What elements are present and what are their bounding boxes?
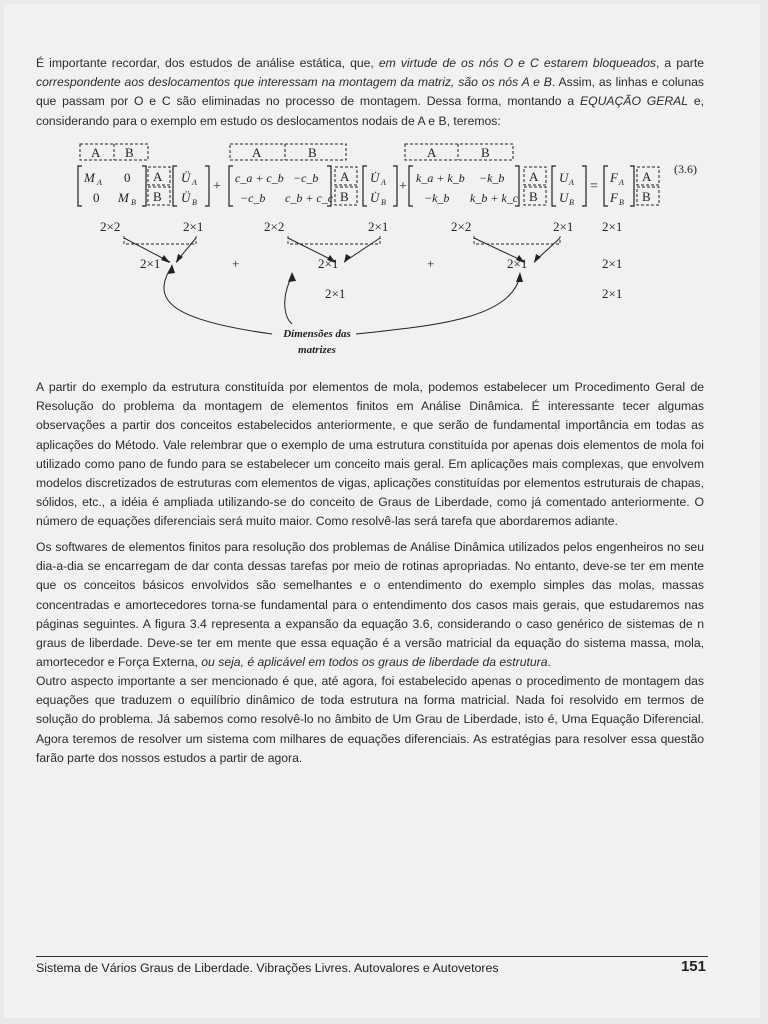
svg-text:+: + bbox=[213, 179, 221, 194]
disp-b: U bbox=[559, 190, 569, 205]
svg-text:A: A bbox=[381, 178, 386, 187]
paragraph-software: Os softwares de elementos finitos para resolução dos problemas de Análise Dinâmica utilizados pelos engenheiros no seu dia-a-dia se encarregam de dar conta dessas tarefas por meio de rotinas apropriadas. No entanto, deve-se ter em mente que os conceitos básicos envolvidos são semelhantes e o entendimento do exemplo simples das molas, massas concentradas e amortecedores torna-se fundamental para o entendimento dos casos mais gerais, que estudaremos nas páginas seguintes. A figura 3.4 representa a expansão da equação 3.6, considerando o caso genérico de sistemas de n graus de liberdade. Deve-se ter em mente que essa equação é a versão matricial da equação do sistema massa, mola, amortecedor e Força Externa, ou seja, é aplicável em todos os graus de liberdade da estrutura. bbox=[36, 540, 704, 670]
dim-damping: 2×2 bbox=[264, 219, 285, 234]
svg-text:B: B bbox=[153, 189, 162, 204]
svg-text:A: A bbox=[97, 178, 102, 187]
svg-text:+: + bbox=[427, 256, 435, 271]
dim-product-1: 2×1 bbox=[140, 256, 161, 271]
svg-text:B: B bbox=[642, 189, 651, 204]
node-a-label: A bbox=[91, 145, 101, 160]
stiffness-11: k_a + k_b bbox=[416, 171, 465, 185]
force-a: F bbox=[610, 170, 618, 185]
paragraph-intro: É importante recordar, dos estudos de análise estática, que, em virtude de os nós O e C estarem bloqueados, a parte correspondente aos deslocamentos que interessam na montagem da matriz, são os nós A e B. Assim, as linhas e colunas que passam por O e C são eliminadas no processo de montagem. Dessa forma, montando a EQUAÇÃO GERAL e, considerando para o exemplo em estudo os deslocamentos nodais de A e B, teremos: bbox=[36, 56, 705, 128]
damping-11: c_a + c_b bbox=[235, 171, 284, 185]
mass-a: M bbox=[84, 170, 95, 185]
stiffness-21: −k_b bbox=[424, 191, 450, 205]
svg-text:B: B bbox=[340, 189, 349, 204]
svg-text:B: B bbox=[192, 198, 197, 207]
svg-text:B: B bbox=[381, 198, 386, 207]
svg-text:+: + bbox=[232, 256, 240, 271]
footer-chapter-title: Sistema de Vários Graus de Liberdade. Vibrações Livres. Autovalores e Autovetores bbox=[36, 961, 499, 975]
node-a-label: A bbox=[252, 145, 262, 160]
dim-rhs-1: 2×1 bbox=[602, 256, 623, 271]
dimensions-label-2: matrizes bbox=[298, 344, 336, 356]
svg-text:A: A bbox=[529, 169, 539, 184]
equation-number: (3.6) bbox=[674, 162, 697, 176]
paragraph-next-steps: Outro aspecto importante a ser mencionado é que, até agora, foi estabelecido apenas o procedimento de montagem das equações que traduzem o equilíbrio dinâmico de toda estrutura na forma matricial. Nada foi resolvido em termos de solução do problema. Já sabemos como resolvê-lo no âmbito de Um Grau de Liberdade, isto é, Uma Equação Diferencial. Agora teremos de resolver um sistema com milhares de equações diferenciais. As estratégias para resolver essa questão farão parte dos nossos estudos a partir de agora. bbox=[36, 674, 704, 765]
svg-text:A: A bbox=[153, 169, 163, 184]
mass-b: M bbox=[118, 190, 129, 205]
stiffness-12: −k_b bbox=[479, 171, 505, 185]
dim-disp: 2×1 bbox=[553, 219, 574, 234]
footer-divider bbox=[36, 956, 708, 957]
svg-text:B: B bbox=[619, 198, 624, 207]
svg-text:A: A bbox=[192, 178, 197, 187]
svg-text:B: B bbox=[131, 198, 136, 207]
zero: 0 bbox=[124, 170, 131, 185]
dim-rhs-2: 2×1 bbox=[602, 286, 623, 301]
stiffness-22: k_b + k_c bbox=[470, 191, 519, 205]
dim-stiffness: 2×2 bbox=[451, 219, 472, 234]
velocity-b: U̇ bbox=[370, 190, 380, 205]
dim-product-3: 2×1 bbox=[507, 256, 528, 271]
svg-text:=: = bbox=[590, 179, 598, 194]
damping-12: −c_b bbox=[293, 171, 319, 185]
node-b-label: B bbox=[125, 145, 134, 160]
damping-21: −c_b bbox=[240, 191, 266, 205]
dim-product-2: 2×1 bbox=[318, 256, 339, 271]
velocity-a: U̇ bbox=[370, 170, 380, 185]
dim-force: 2×1 bbox=[602, 219, 623, 234]
svg-text:B: B bbox=[569, 198, 574, 207]
node-b-label: B bbox=[308, 145, 317, 160]
svg-text:A: A bbox=[642, 169, 652, 184]
svg-text:B: B bbox=[529, 189, 538, 204]
page-number: 151 bbox=[680, 958, 706, 975]
accel-b: Ü bbox=[181, 190, 191, 205]
paragraph-general-procedure: A partir do exemplo da estrutura constituída por elementos de mola, podemos estabelecer um Procedimento Geral de Resolução do problema da montagem de elementos finitos em Análise Dinâmica. É interessante tecer algumas observações a partir dos conceitos estabelecidos anteriormente, e que serão de fundamental importância em todas as aplicações do Método. Vale relembrar que o exemplo de uma estrutura constituída por apenas dois elementos de mola foi utilizado como pano de fundo para se estabelecer um conceito mais geral. Em aplicações mais complexas, que envolvem modelos discretizados de estruturas com elementos de vigas, aplicações constituídas por elementos estruturais de chapas, sólidos, etc., a idéia é ampliada utilizando-se do conceito de Graus de Liberdade, como já comentado anteriormente. O número de equações diferenciais será muito maior. Como resolvê-las será tarefa que abordaremos adiante. bbox=[36, 380, 704, 529]
accel-a: Ü bbox=[181, 170, 191, 185]
matrix-equation-figure bbox=[0, 0, 768, 370]
dim-sum: 2×1 bbox=[325, 286, 346, 301]
dim-accel: 2×1 bbox=[183, 219, 204, 234]
force-b: F bbox=[610, 190, 618, 205]
zero: 0 bbox=[93, 190, 100, 205]
svg-text:+: + bbox=[399, 179, 407, 194]
node-b-label: B bbox=[481, 145, 490, 160]
node-a-label: A bbox=[427, 145, 437, 160]
svg-text:A: A bbox=[619, 178, 624, 187]
svg-text:A: A bbox=[569, 178, 574, 187]
dim-velocity: 2×1 bbox=[368, 219, 389, 234]
disp-a: U bbox=[559, 170, 569, 185]
damping-22: c_b + c_c bbox=[285, 191, 334, 205]
svg-text:A: A bbox=[340, 169, 350, 184]
dim-mass: 2×2 bbox=[100, 219, 121, 234]
dimensions-label: Dimensões das bbox=[283, 328, 351, 340]
